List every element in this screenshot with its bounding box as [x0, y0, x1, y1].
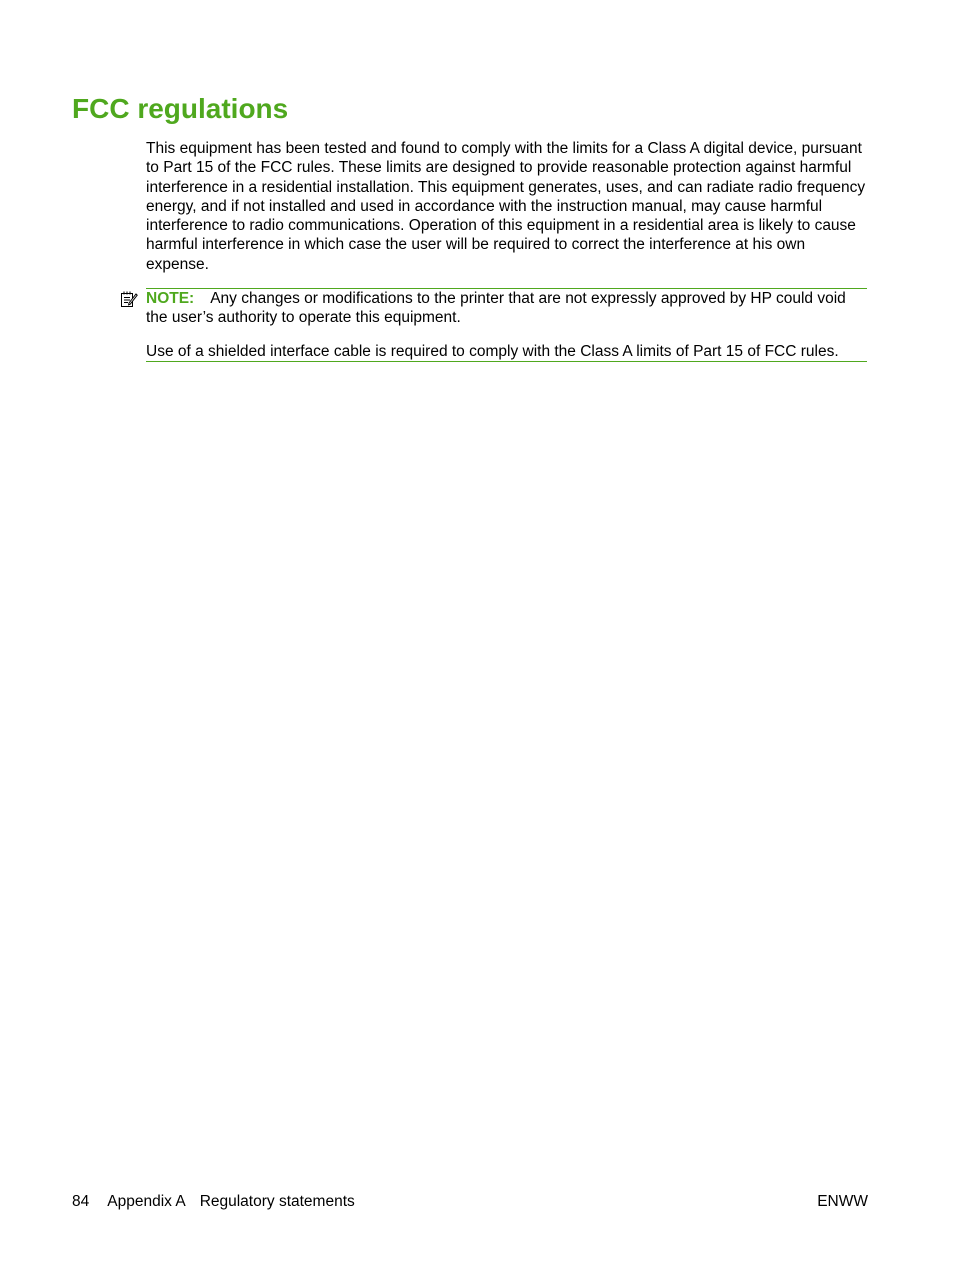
note-text [146, 289, 868, 328]
note-label: NOTE: [146, 290, 195, 307]
page-footer [72, 1192, 868, 1212]
page-title: FCC regulations [72, 93, 289, 124]
section-title: Regulatory statements [199, 1193, 355, 1210]
footer-left [72, 1192, 355, 1212]
appendix-label: Appendix A [107, 1193, 186, 1210]
note-body: Any changes or modifications to the printer that are not expressly approved by HP could void the user’s authority to operate this equipment. [146, 290, 846, 327]
note-text-shielded-cable: Use of a shielded interface cable is required to comply with the Class A limits of Part 15 of FCC rules. [146, 343, 839, 360]
note-bottom-rule [146, 361, 867, 362]
note-pad-icon [120, 290, 138, 308]
locale-code: ENWW [817, 1193, 868, 1210]
page-number: 84 [72, 1193, 90, 1210]
body-paragraph: This equipment has been tested and found to comply with the limits for a Class A digital device, pursuant to Part 15 of the FCC rules. These limits are designed to provide reasonable protection against harmful interference in a residential installation. This equipment generates, uses, and can radiate radio frequency energy, and if not installed and used in accordance with the instruction manual, may cause harmful interference to radio communications. Operation of this equipment in a residential area is likely to cause harmful interference in which case the user will be required to correct the interference at his own expense. [146, 140, 866, 273]
